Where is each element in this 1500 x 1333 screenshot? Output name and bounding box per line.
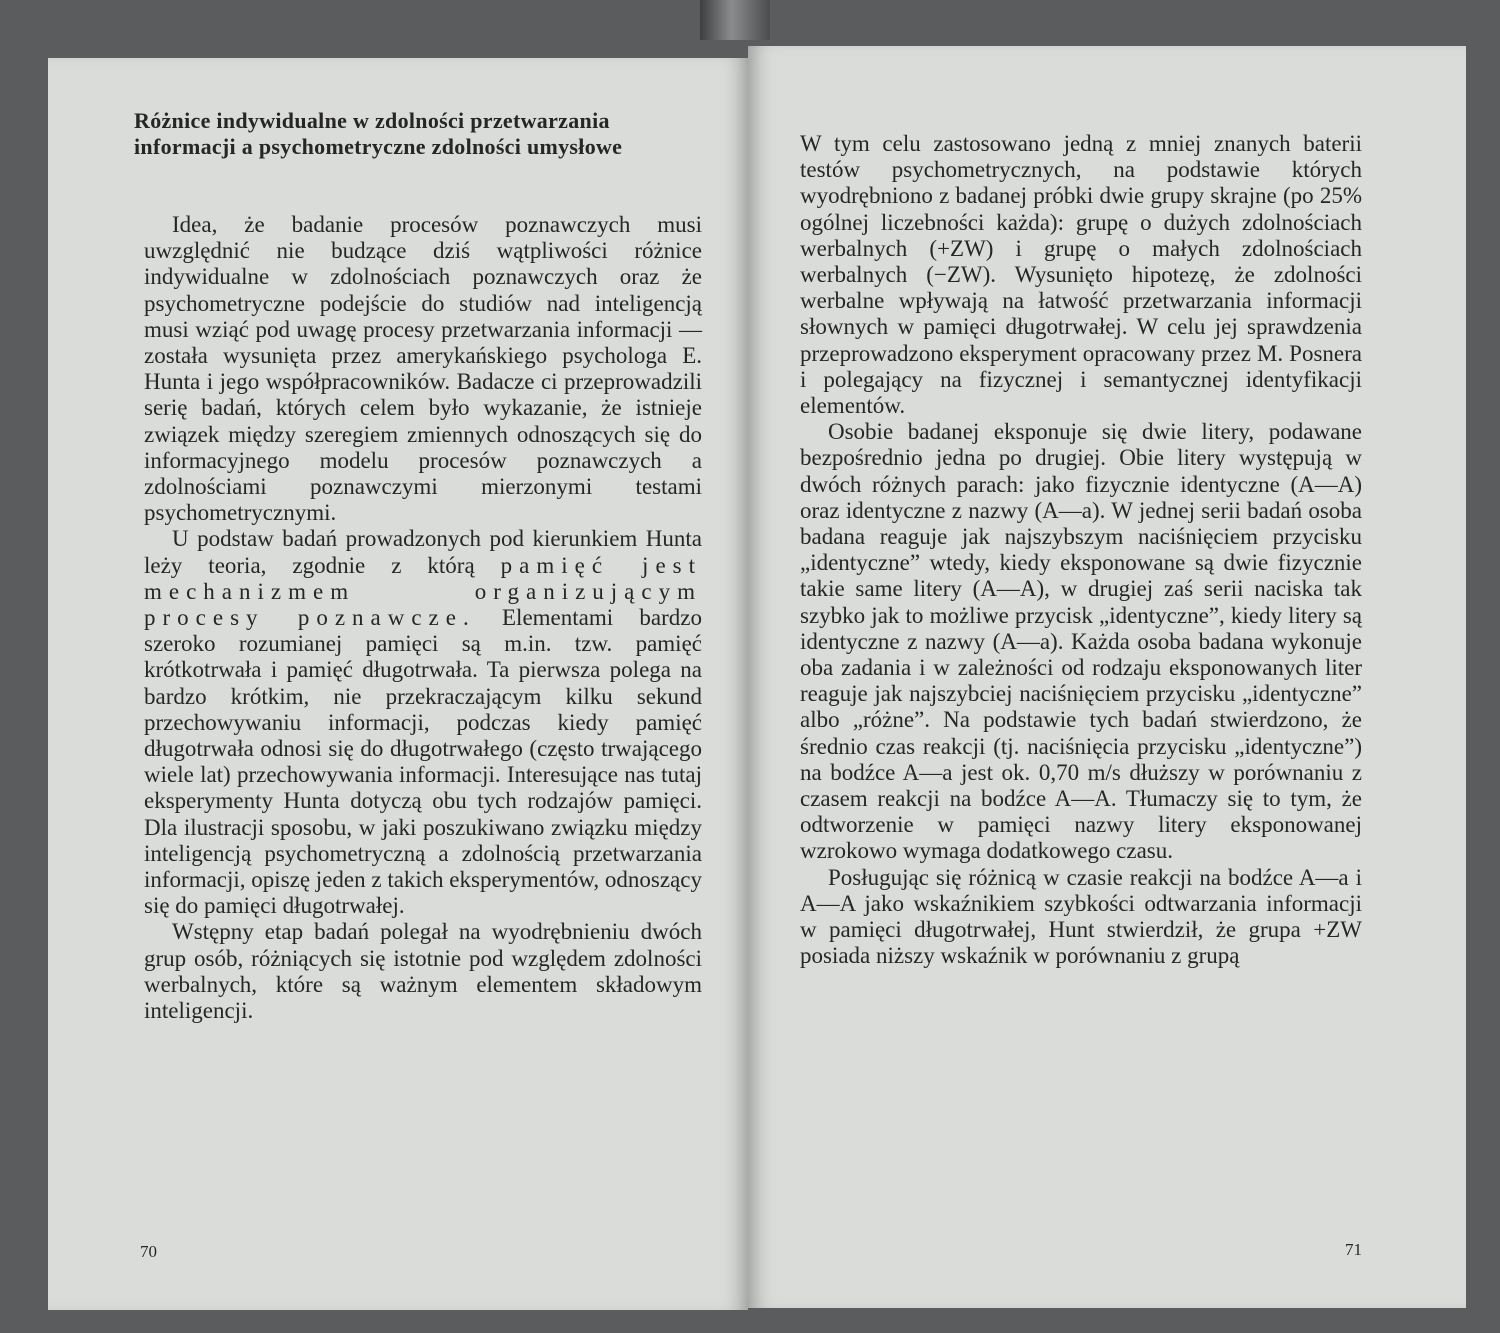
left-page [48,58,748,1310]
paragraph-memory-theory [144,526,702,919]
emphasized-text: pamięć jest mechanizmem organizującym procesy poznawcze. [144,552,702,631]
section-heading: Różnice indywidualne w zdolności przetwarzania informacji a psychometryczne zdolności umysłowe [134,108,623,159]
right-text-column [800,131,1362,970]
paragraph-text: U podstaw badań prowadzonych pod kierunkiem Hunta leży teoria, zgodnie z którą [144,526,702,578]
left-text-column [144,212,702,1024]
page-number: 70 [140,1242,157,1261]
paragraph: Posługując się różnicą w czasie reakcji na bodźce A—a i A—A jako wskaźnikiem szybkości odtwarzania informacji w pamięci długotrwałej, Hunt stwierdził, że grupa +ZW posiada niższy wskaźnik w porównaniu z grupą [800,864,1362,969]
book-spine [700,0,770,40]
page-number: 71 [1345,1240,1362,1259]
paragraph-text: Elementami bardzo szeroko rozumianej pamięci są m.in. tzw. pamięć krótkotrwała i pamięć długotrwała. Ta pierwsza polega na bardzo krótkim, nie przekraczającym kilku sekund przechowywaniu informacji, podczas kiedy pamięć długotrwała odnosi się do długotrwałego (często trwającego wiele lat) przechowywania informacji. Interesujące nas tutaj eksperymenty Hunta dotyczą obu tych rodzajów pamięci. Dla ilustracji sposobu, w jaki poszukiwano związku między inteligencją psychometryczną a zdolnością przetwarzania informacji, opiszę jeden z takich eksperymentów, odnoszący się do pamięci długotrwałej. [144,605,702,919]
paragraph: Osobie badanej eksponuje się dwie litery, podawane bezpośrednio jedna po drugiej. Obie litery występują w dwóch różnych parach: jako fizycznie identyczne (A—A) oraz identyczne z nazwy (A—a). W jednej serii badań osoba badana reaguje jak najszybszym naciśnięciem przycisku „identyczne” wtedy, kiedy eksponowane są dwie fizycznie takie same litery (A—A), w drugiej zaś serii naciska tak szybko jak to możliwe przycisk „identyczne”, kiedy litery są identyczne z nazwy (A—a). Każda osoba badana wykonuje oba zadania i w zależności od rodzaju eksponowanych liter reaguje jak najszybciej naciśnięciem przycisku „identyczne” albo „różne”. Na podstawie tych badań stwierdzono, że średnio czas reakcji (tj. naciśnięcia przycisku „identyczne”) na bodźce A—a jest ok. 0,70 m/s dłuższy w porównaniu z czasem reakcji na bodźce A—A. Tłumaczy się to tym, że odtworzenie w pamięci nazwy litery eksponowanej wzrokowo wymaga dodatkowego czasu. [800,419,1362,864]
paragraph: Wstępny etap badań polegał na wyodrębnieniu dwóch grup osób, różniących się istotnie pod względem zdolności werbalnych, które są ważnym elementem składowym inteligencji. [144,919,702,1024]
right-page [748,46,1466,1308]
paragraph: W tym celu zastosowano jedną z mniej znanych baterii testów psychometrycznych, na podstawie których wyodrębniono z badanej próbki dwie grupy skrajne (po 25% ogólnej liczebności każda): grupę o dużych zdolnościach werbalnych (+ZW) i grupę o małych zdolnościach werbalnych (−ZW). Wysunięto hipotezę, że zdolności werbalne wpływają na łatwość przetwarzania informacji słownych w pamięci długotrwałej. W celu jej sprawdzenia przeprowadzono eksperyment opracowany przez M. Posnera i polegający na fizycznej i semantycznej identyfikacji elementów. [800,131,1362,419]
paragraph: Idea, że badanie procesów poznawczych musi uwzględnić nie budzące dziś wątpliwości różnice indywidualne w zdolnościach poznawczych oraz że psychometryczne podejście do studiów nad inteligencją musi wziąć pod uwagę procesy przetwarzania informacji — została wysunięta przez amerykańskiego psychologa E. Hunta i jego współpracowników. Badacze ci przeprowadzili serię badań, których celem było wykazanie, że istnieje związek między szeregiem zmiennych odnoszących się do informacyjnego modelu procesów poznawczych a zdolnościami poznawczymi mierzonymi testami psychometrycznymi. [144,212,702,526]
